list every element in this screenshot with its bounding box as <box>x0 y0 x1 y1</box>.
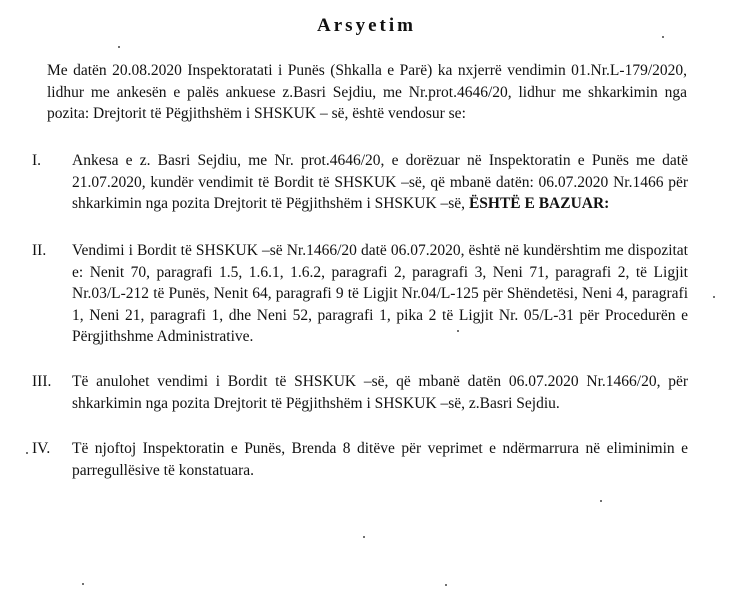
list-item <box>32 371 688 414</box>
scan-speck <box>118 46 120 48</box>
item-number: II. <box>32 242 47 259</box>
scan-speck <box>82 583 84 585</box>
item-text: Të anulohet vendimi i Bordit të SHSKUK –së, që mbanë datën 06.07.2020 Nr.1466/20, për shkarkimin nga pozita Drejtorit të Pëgjithshëm i SHSKUK –së, z.Basri Sejdiu. <box>72 373 688 412</box>
document-title: Arsyetim <box>317 15 416 36</box>
item-number: IV. <box>32 440 51 457</box>
scan-speck <box>26 452 28 454</box>
item-text: Ankesa e z. Basri Sejdiu, me Nr. prot.4646/20, e dorëzuar në Inspektoratin e Punës me datë 21.07.2020, kundër vendimit të Bordit të SHSKUK –së, që mbanë datën: 06.07.2020 Nr.1466 për shkarkimin nga pozita Drejtorit të Pëgjithshëm i SHSKUK –së, <box>72 152 688 212</box>
list-item <box>32 150 688 215</box>
scan-speck <box>445 584 447 586</box>
item-number: III. <box>32 373 52 390</box>
item-text-block <box>72 150 688 215</box>
item-text: Të njoftoj Inspektoratin e Punës, Brenda 8 ditëve për veprimet e ndërmarrura në eliminimin e parregullësive të konstatuara. <box>72 440 688 479</box>
scan-speck <box>457 330 459 332</box>
item-text: Vendimi i Bordit të SHSKUK –së Nr.1466/20 datë 06.07.2020, është në kundërshtim me dispozitat e: Nenit 70, paragrafi 1.5, 1.6.1, 1.6.2, paragrafi 2, paragrafi 3, Neni 71, paragrafi 2, të Ligjit Nr.03/L-212 të Punës, Nenit 64, paragrafi 9 të Ligjit Nr.04/L-125 për Shëndetësi, Neni 4, paragrafi 1, Neni 21, paragrafi 1, dhe Neni 52, paragrafi 1, pika 2 të Ligjit Nr. 05/L-31 për Procedurën e Përgjithshme Administrative. <box>72 242 688 345</box>
list-item <box>32 438 688 481</box>
item-emphasis: ËSHTË E BAZUAR: <box>468 195 610 212</box>
scan-speck <box>662 36 664 38</box>
list-item <box>32 240 688 348</box>
intro-paragraph: Me datën 20.08.2020 Inspektoratati i Punës (Shkalla e Parë) ka nxjerrë vendimin 01.Nr.L-179/2020, lidhur me ankesën e palës ankuese z.Basri Sejdiu, me Nr.prot.4646/20, lidhur me shkarkimin nga pozita: Drejtorit të Pëgjithshëm i SHSKUK – së, është vendosur se: <box>47 62 687 122</box>
item-number: I. <box>32 152 42 169</box>
scan-speck <box>363 536 365 538</box>
scan-speck <box>713 296 715 298</box>
scan-speck <box>600 500 602 502</box>
